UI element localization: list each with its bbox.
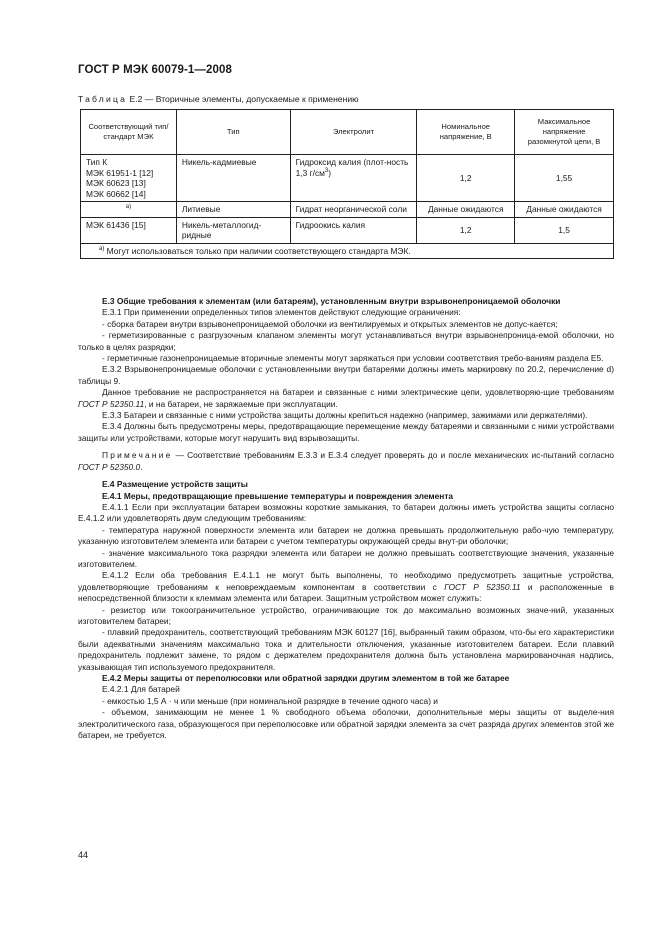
- cell-max: Данные ожидаются: [515, 202, 614, 218]
- cell-electrolyte: Гидроокись калия: [290, 217, 417, 243]
- header-electrolyte: Электролит: [290, 110, 417, 155]
- table-footnote-row: [81, 243, 614, 259]
- header-type: Тип: [176, 110, 290, 155]
- cell-nominal: 1,2: [417, 217, 515, 243]
- standard-reference: ГОСТ Р 52350.11: [444, 581, 521, 592]
- section-heading-e3: Е.3 Общие требования к элементам (или батареям), установленным внутри взрывонепроницаемой оболочки: [102, 296, 561, 306]
- paragraph: Данное требование не распространяется на батареи и связанные с ними электрические цепи, удовлетворяю-щие требованиям ГОСТ Р 52350.11, и на батареи, не заряжаемые при эксплуатации.: [78, 387, 614, 409]
- paragraph: Е.3.1 При применении определенных типов элементов действуют следующие ограничения:: [102, 307, 461, 318]
- cell-type: Никель-металлогид-ридные: [176, 217, 290, 243]
- secondary-cells-table: [80, 109, 614, 259]
- list-item: - значение максимального тока разрядки элемента или батареи не должно превышать соответствующие значения, указанные изготовителем.: [78, 547, 614, 569]
- subsection-heading-e41: Е.4.1 Меры, предотвращающие превышение температуры и повреждения элемента: [102, 490, 454, 501]
- paragraph: Е.4.1.1 Если при эксплуатации батареи возможны короткие замыкания, то батареи должны иметь устройства защиты согласно Е.4.1.2 или удовлетворять двум следующим требованиям:: [78, 501, 614, 524]
- list-item: - объемом, занимающим не менее 1 % свободного объема оболочки, дополнительные меры защиты от выделе-ния электролитического газа, образующегося при переполюсовке или обратной зарядки элемента за счет разряда других элементов этой же батареи, не требуется.: [78, 707, 614, 741]
- subsection-heading-e42: Е.4.2 Меры защиты от переполюсовки или обратной зарядки другим элементом в той же батарее: [102, 673, 510, 683]
- cell-type: Литиевые: [176, 202, 290, 218]
- list-item: - герметизированные с разгрузочным клапаном элементы могут устанавливаться внутри взрывонепроница-емой оболочки, но только в целях разрядки;: [78, 330, 614, 352]
- list-item: - сборка батареи внутри взрывонепроницаемой оболочки из вентилируемых и открытых элементов не допус-кается;: [102, 318, 558, 329]
- header-standard: Соответствующий тип/стандарт МЭК: [81, 110, 177, 155]
- paragraph: Е.3.4 Должны быть предусмотрены меры, предотвращающие перемещение между батареями и связанными с ними устройствами защиты или устройствами, которые могут нарушить вид взрывозащиты.: [78, 421, 614, 443]
- paragraph: Е.4.2.1 Для батарей: [102, 684, 180, 695]
- cell-max: 1,5: [515, 217, 614, 243]
- table-row: [81, 155, 614, 202]
- document-header: ГОСТ Р МЭК 60079-1—2008: [78, 64, 232, 76]
- paragraph: Е.3.3 Батареи и связанные с ними устройства защиты должны крепиться надежно (например, зажимами или держателями).: [102, 410, 588, 421]
- cell-max: 1,55: [515, 155, 614, 202]
- paragraph: Е.3.2 Взрывонепроницаемые оболочки с установленными внутри батареями должны иметь маркировку по 20.2, перечисление d) таблицы 9.: [78, 364, 614, 386]
- header-nominal-voltage: Номинальное напряжение, В: [417, 110, 515, 155]
- note: Примечание — Соответствие требованиям Е.3.3 и Е.3.4 следует проверять до и после механических ис-пытаний согласно ГОСТ Р 52350.0.: [78, 450, 614, 472]
- cell-electrolyte: Гидрат неорганической соли: [290, 202, 417, 218]
- table-caption-text: Е.2 — Вторичные элементы, допускаемые к применению: [129, 94, 359, 104]
- list-item: - емкостью 1,5 А · ч или меньше (при номинальной разрядке в течение одного часа) и: [102, 695, 438, 706]
- cell-standard: а): [81, 202, 177, 218]
- section-heading-e4: Е.4 Размещение устройств защиты: [102, 479, 248, 490]
- list-item: - температура наружной поверхности элемента или батареи не должна превышать продолжительную рабо-чую температуру, указанную изготовителем элемента или батареи с учетом температуры окружающей среды внут-ри оболочки;: [78, 524, 614, 547]
- header-max-voltage: Максимальное напряжение разомкнутой цепи, В: [515, 110, 614, 155]
- cell-standard: МЭК 61436 [15]: [81, 217, 177, 243]
- cell-type: Никель-кадмиевые: [176, 155, 290, 202]
- cell-standard: Тип К МЭК 61951-1 [12] МЭК 60623 [13] МЭК 60662 [14]: [81, 155, 177, 202]
- table-row: [81, 217, 614, 243]
- list-item: - герметичные газонепроницаемые вторичные элементы могут заряжаться при условии соответствия требо-ваниям раздела Е5.: [102, 353, 604, 364]
- cell-nominal: 1,2: [417, 155, 515, 202]
- cell-electrolyte: Гидроксид калия (плот-ность 1,3 $г/см^3$): [290, 155, 417, 202]
- table-footnote: $^{а)}$ Могут использоваться только при наличии соответствующего стандарта МЭК.: [81, 243, 614, 259]
- table-row: [81, 202, 614, 218]
- standard-reference: ГОСТ Р 52350.0: [78, 461, 141, 472]
- paragraph: Е.4.1.2 Если оба требования Е.4.1.1 не могут быть выполнены, то необходимо предусмотреть защитные устройства, удовлетворяющие требованиям к неповреждаемым компонентам в соответствии с ГОСТ Р 52350.11 и расположенные в непосредственной близости к клеммам элемента или батареи. Защитным устройством может служить:: [78, 570, 614, 604]
- page-number: 44: [78, 850, 89, 860]
- table-caption: [78, 94, 359, 104]
- main-text: [78, 296, 614, 741]
- cell-nominal: Данные ожидаются: [417, 202, 515, 218]
- table-header-row: [81, 110, 614, 155]
- standard-reference: ГОСТ Р 52350.11: [78, 398, 145, 409]
- list-item: - плавкий предохранитель, соответствующий требованиям МЭК 60127 [16], выбранный таким образом, что-бы его характеристики были адекватными значениям максимально тока и длительности отключения, указанные изготовителем батареи. Если плавкий предохранитель подлежит замене, то рядом с держателем предохранителя должна быть установлена маркированочная надпись, указывающая тип используемого предохранителя.: [78, 627, 614, 672]
- list-item: - резистор или токоограничительное устройство, ограничивающие ток до максимально возможных значе-ний, указанных изготовителем батареи;: [78, 604, 614, 626]
- table-caption-prefix: Таблица: [78, 94, 128, 104]
